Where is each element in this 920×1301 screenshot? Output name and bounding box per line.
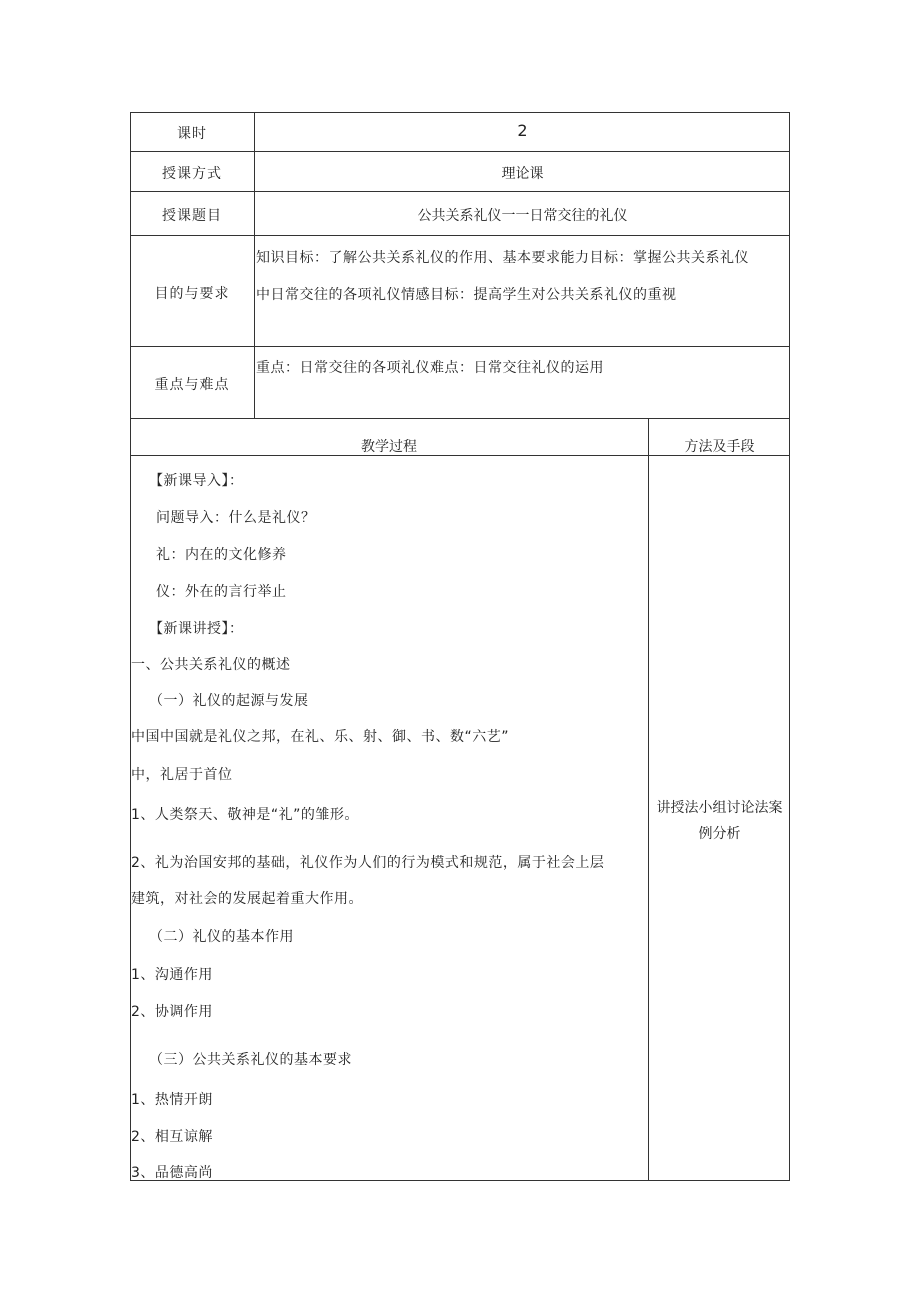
content-line: 1、沟通作用 [131,967,213,983]
row-divider [130,346,790,347]
content-line: （一）礼仪的起源与发展 [149,693,309,709]
content-line: 中，礼居于首位 [131,767,233,783]
teaching-mode-value: 理论课 [501,166,544,182]
row-divider [130,235,790,236]
class-hours-label: 课时 [177,126,207,142]
content-line: 2、相互谅解 [131,1129,213,1145]
teaching-mode-label: 授课方式 [162,166,222,182]
content-line: 3、品德高尚 [131,1165,213,1181]
goals-line-2: 中日常交往的各项礼仪情感目标：提高学生对公共关系礼仪的重视 [256,287,677,303]
keypoints-text: 重点：日常交往的各项礼仪难点：日常交往礼仪的运用 [256,360,604,376]
table-border-bottom [130,1180,790,1181]
keypoints-label: 重点与难点 [154,377,230,393]
lesson-topic-label: 授课题目 [162,208,222,224]
content-line: 【新课讲授】： [149,621,244,637]
goals-line-1: 知识目标：了解公共关系礼仪的作用、基本要求能力目标：掌握公共关系礼仪 [256,250,749,266]
method-text-line-1: 讲授法小组讨论法案 [656,800,783,816]
content-line: 【新课导入】： [149,473,244,489]
row-divider [130,191,790,192]
content-line: （三）公共关系礼仪的基本要求 [149,1052,352,1068]
method-header: 方法及手段 [684,439,755,455]
content-line: 仪：外在的言行举止 [156,584,287,600]
content-line: （二）礼仪的基本作用 [149,929,294,945]
process-header: 教学过程 [361,439,417,455]
row-divider [130,151,790,152]
content-line: 中国中国就是礼仪之邦，在礼、乐、射、御、书、数“六艺” [131,729,510,745]
content-line: 2、协调作用 [131,1004,213,1020]
class-hours-value: 2 [517,121,528,140]
content-line: 问题导入：什么是礼仪？ [156,510,316,526]
content-line: 1、人类祭天、敬神是“礼”的雏形。 [131,807,359,823]
content-line: 1、热情开朗 [131,1092,213,1108]
table-border-top [130,112,790,113]
lesson-plan-table [130,112,790,1181]
label-column-divider [254,112,255,418]
content-line: 建筑，对社会的发展起着重大作用。 [131,891,363,907]
lesson-topic-value: 公共关系礼仪一一日常交往的礼仪 [417,208,628,224]
row-divider [130,418,790,419]
content-line: 2、礼为治国安邦的基础，礼仪作为人们的行为模式和规范，属于社会上层 [131,855,605,871]
content-line: 礼：内在的文化修养 [156,547,287,563]
goals-label: 目的与要求 [154,286,230,302]
content-line: 一、公共关系礼仪的概述 [131,657,291,673]
method-text-line-2: 例分析 [698,826,741,842]
table-border-right [789,112,790,1181]
